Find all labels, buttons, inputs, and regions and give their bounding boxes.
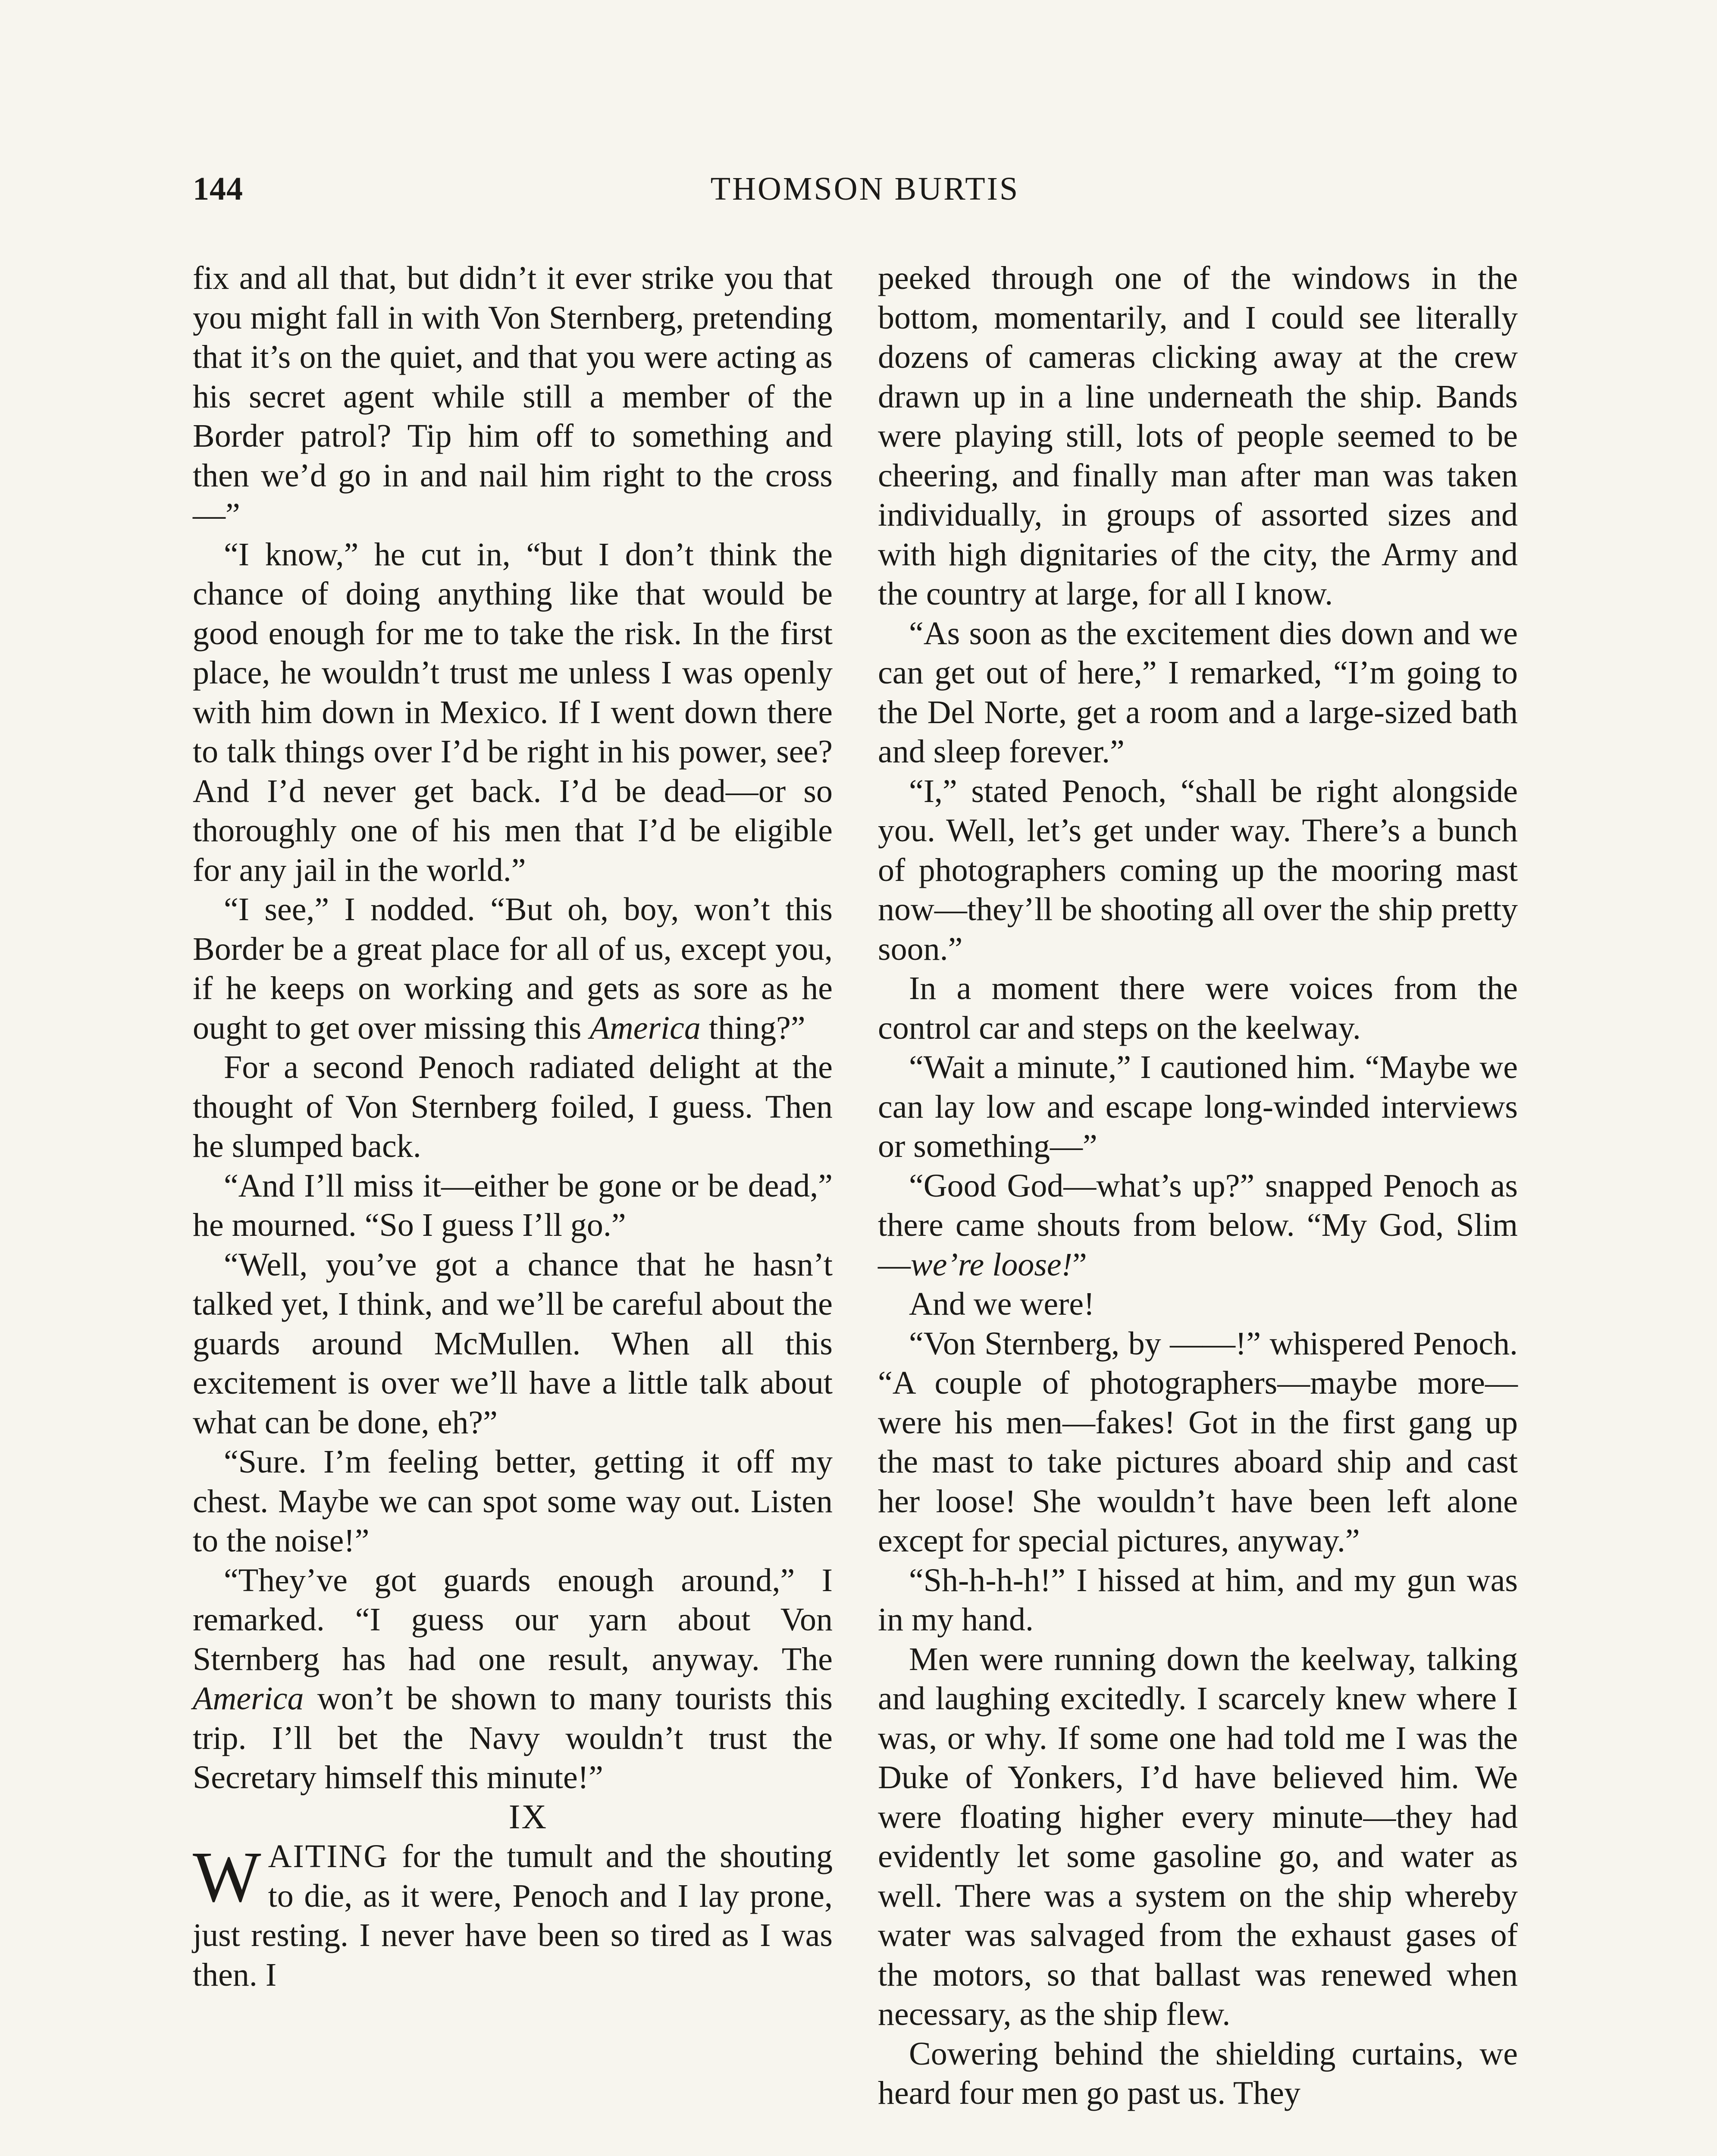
paragraph: “Well, you’ve got a chance that he hasn’t talked yet, I think, and we’ll be careful about the guards around McMullen. When all this excitement is over we’ll have a little talk about what can be done, eh?” (193, 1246, 833, 1441)
paragraph (193, 890, 833, 1048)
text-run: won’t be shown to many tourists this trip. I’ll bet the Navy wouldn’t trust the Secretary himself this minute!” (193, 1680, 833, 1796)
paragraph: For a second Penoch radiated delight at the thought of Von Sternberg foiled, I guess. Then he slumped back. (193, 1049, 833, 1164)
paragraph: “I know,” he cut in, “but I don’t think the chance of doing anything like that would be good enough for me to take the risk. In the first place, he wouldn’t trust me unless I was openly with him down in Mexico. If I went down there to talk things over I’d be right in his power, see? And I’d never get back. I’d be dead—or so thoroughly one of his men that I’d be eligible for any jail in the world.” (193, 536, 833, 888)
paragraph: “And I’ll miss it—either be gone or be dead,” he mourned. “So I guess I’ll go.” (193, 1167, 833, 1243)
text-run: for the tumult and the shouting to die, as it were, Penoch and I lay prone, just resting. I never have been so tired as I was then. I (193, 1838, 833, 1993)
text-run: ” (1072, 1246, 1087, 1283)
running-head: THOMSON BURTIS (710, 171, 1020, 207)
paragraph: And we were! (909, 1286, 1095, 1322)
paragraph (193, 1561, 833, 1798)
text-run: “They’ve got guards enough around,” I remarked. “I guess our yarn about Von Sternberg has had one result, anyway. The (193, 1562, 833, 1677)
paragraph: Cowering behind the shielding curtains, we heard four men go past us. They (878, 2035, 1518, 2111)
italic-text: America (193, 1680, 304, 1717)
paragraph (878, 1166, 1518, 1285)
paragraph: “Von Sternberg, by ——!” whispered Penoch. “A couple of photographers—maybe more—were his men—fakes! Got in the first gang up the mast to take pictures aboard ship and cast her loose! She wouldn’t have been left alone except for special pictures, anyway.” (878, 1325, 1518, 1559)
italic-text: we’re loose! (911, 1246, 1072, 1283)
text-run: thing?” (700, 1009, 805, 1046)
page-number: 144 (193, 171, 243, 207)
paragraph: “As soon as the excitement dies down and we can get out of here,” I remarked, “I’m going to the Del Norte, get a room and a large-sized bath and sleep forever.” (878, 615, 1518, 770)
paragraph: Men were running down the keelway, talking and laughing excitedly. I scarcely knew where I was, or why. If some one had told me I was the Duke of Yonkers, I’d have believed him. We were floating higher every minute—they had evidently let some gasoline go, and water as well. There was a system on the ship whereby water was salvaged from the exhaust gases of the motors, so that ballast was renewed when necessary, as the ship flew. (878, 1641, 1518, 2032)
paragraph: “Wait a minute,” I cautioned him. “Maybe we can lay low and escape long-winded interviews or something—” (878, 1049, 1518, 1164)
italic-text: America (589, 1009, 701, 1046)
small-caps-text: AITING (268, 1838, 389, 1874)
paragraph: In a moment there were voices from the control car and steps on the keelway. (878, 970, 1518, 1046)
paragraph (193, 1837, 833, 1995)
text-run: “Good God—what’s up?” snapped Penoch as there came shouts from below. “My God, Slim— (878, 1167, 1518, 1283)
paragraph: “Sure. I’m feeling better, getting it off my chest. Maybe we can spot some way out. Listen to the noise!” (193, 1444, 833, 1559)
chapter-heading: IX (508, 1798, 548, 1836)
paragraph: “I,” stated Penoch, “shall be right alongside you. Well, let’s get under way. There’s a bunch of photographers coming up the mooring mast now—they’ll be shooting all over the ship pretty soon.” (878, 773, 1518, 967)
paragraph: “Sh-h-h-h!” I hissed at him, and my gun was in my hand. (878, 1562, 1518, 1638)
page-header (193, 170, 1537, 218)
right-column (878, 259, 1518, 2113)
left-column (193, 259, 833, 1995)
text-run: “I see,” I nodded. “But oh, boy, won’t this Border be a great place for all of us, except you, if he keeps on working and gets as sore as he ought to get over missing this (193, 891, 833, 1046)
drop-cap: W (193, 1837, 261, 1917)
paragraph: fix and all that, but didn’t it ever strike you that you might fall in with Von Sternberg, pretending that it’s on the quiet, and that you were acting as his secret agent while still a member of the Border patrol? Tip him off to something and then we’d go in and nail him right to the cross—” (193, 260, 833, 533)
paragraph: peeked through one of the windows in the bottom, momentarily, and I could see literally dozens of cameras clicking away at the crew drawn up in a line underneath the ship. Bands were playing still, lots of people seemed to be cheering, and finally man after man was taken individually, in groups of assorted sizes and with high dignitaries of the city, the Army and the country at large, for all I know. (878, 260, 1518, 612)
